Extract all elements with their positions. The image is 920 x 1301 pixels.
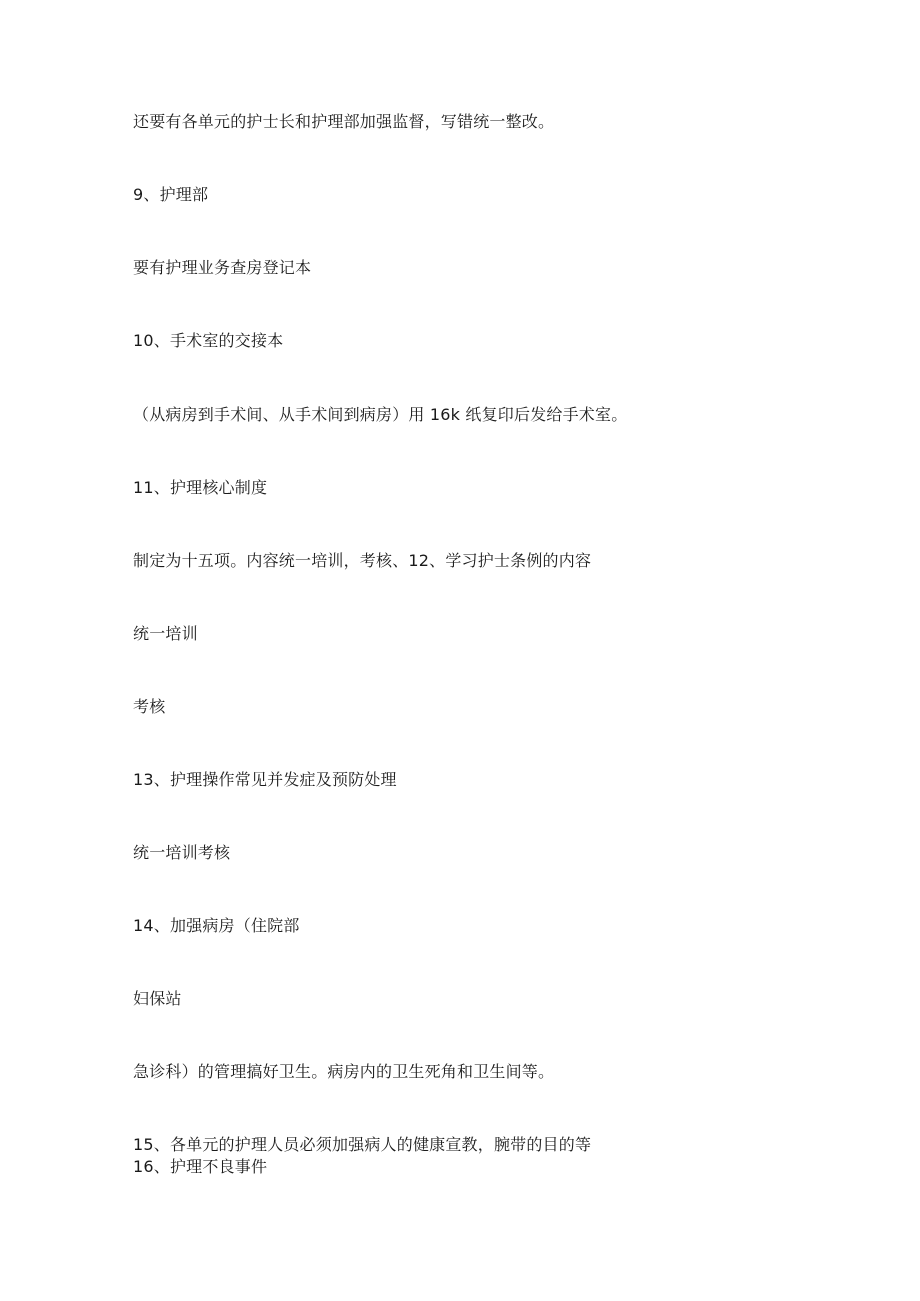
section-heading: 15、各单元的护理人员必须加强病人的健康宣教，腕带的目的等 xyxy=(133,1135,592,1154)
text-line: 妇保站 xyxy=(133,989,182,1008)
section-heading: 11、护理核心制度 xyxy=(133,478,268,497)
text-line: 考核 xyxy=(133,697,166,716)
text-line: 急诊科）的管理搞好卫生。病房内的卫生死角和卫生间等。 xyxy=(133,1062,555,1081)
text-line: 统一培训 xyxy=(133,624,198,643)
text-line: 统一培训考核 xyxy=(133,843,231,862)
section-heading: 14、加强病房（住院部 xyxy=(133,916,300,935)
section-heading: 16、护理不良事件 xyxy=(133,1157,268,1176)
text-line: （从病房到手术间、从手术间到病房）用 16k 纸复印后发给手术室。 xyxy=(133,405,628,424)
section-heading: 9、护理部 xyxy=(133,185,209,204)
section-heading: 10、手术室的交接本 xyxy=(133,331,284,350)
text-line: 制定为十五项。内容统一培训，考核、12、学习护士条例的内容 xyxy=(133,551,592,570)
text-line: 要有护理业务查房登记本 xyxy=(133,258,312,277)
text-line: 还要有各单元的护士长和护理部加强监督，写错统一整改。 xyxy=(133,112,555,131)
section-heading: 13、护理操作常见并发症及预防处理 xyxy=(133,770,397,789)
